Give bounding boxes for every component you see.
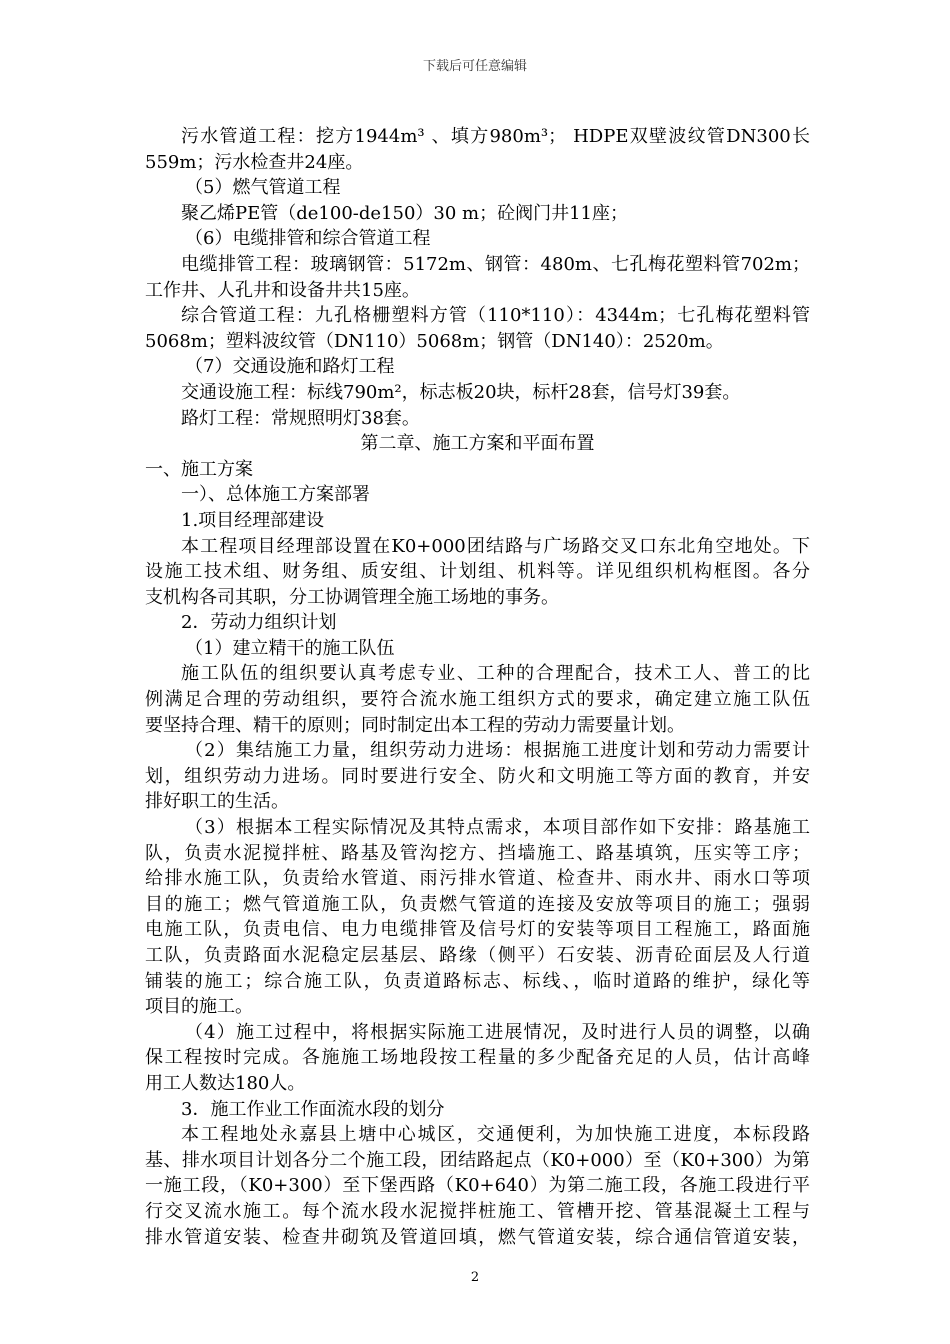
- text-line: 本工程地处永嘉县上塘中心城区，交通便利，为加快施工进度，本标段路: [181, 1124, 810, 1146]
- page-number: 2: [470, 1270, 480, 1285]
- text-line: 项目的施工。: [145, 996, 253, 1018]
- text-line: （7）交通设施和路灯工程: [185, 356, 395, 378]
- body-text: [145, 124, 810, 1250]
- text-line: 铺装的施工；综合施工队，负责道路标志、标线、，临时道路的维护，绿化等: [145, 970, 810, 992]
- text-line: 2．劳动力组织计划: [181, 612, 337, 634]
- text-line: 工队，负责路面水泥稳定层基层、路缘（侧平）石安装、沥青砼面层及人行道: [145, 945, 810, 966]
- text-line: （5）燃气管道工程: [185, 177, 341, 199]
- text-line: （1）建立精干的施工队伍: [185, 637, 395, 659]
- text-line: （6）电缆排管和综合管道工程: [185, 228, 431, 250]
- text-line: 用工人数达180人。: [145, 1072, 306, 1094]
- text-line: （4）施工过程中，将根据实际施工进展情况，及时进行人员的调整，以确: [185, 1021, 810, 1043]
- text-line: 排水管道安装、检查井砌筑及管道回填，燃气管道安装，综合通信管道安装，: [145, 1226, 810, 1248]
- text-line: 给排水施工队，负责给水管道、雨污排水管道、检查井、雨水井、雨水口等项: [145, 868, 810, 890]
- text-line: 路灯工程：常规照明灯38套。: [181, 407, 420, 429]
- text-line: 要坚持合理、精干的原则；同时制定出本工程的劳动力需要量计划。: [145, 714, 685, 736]
- text-line: 综合管道工程：九孔格栅塑料方管（110*110）：4344m；七孔梅花塑料管: [181, 305, 810, 327]
- text-line: 设施工技术组、财务组、质安组、计划组、机料等。详见组织机构框图。各分: [145, 561, 810, 583]
- text-line: 支机构各司其职，分工协调管理全施工场地的事务。: [145, 586, 559, 608]
- text-line: （2）集结施工力量，组织劳动力进场：根据施工进度计划和劳动力需要计: [185, 740, 810, 762]
- text-line: 基、排水项目计划各分二个施工段，团结路起点（K0+000）至（K0+300）为第: [145, 1149, 810, 1171]
- text-line: 工作井、人孔井和设备井共15座。: [145, 279, 420, 301]
- text-line: 559m；污水检查井24座。: [145, 151, 364, 173]
- text-line: 排好职工的生活。: [145, 791, 289, 813]
- text-line: （3）根据本工程实际情况及其特点需求，本项目部作如下安排：路基施工: [185, 817, 810, 839]
- text-line: 3．施工作业工作面流水段的划分: [181, 1098, 445, 1120]
- text-line: 队，负责水泥搅拌桩、路基及管沟挖方、挡墙施工、路基填筑，压实等工序；: [145, 842, 810, 864]
- text-line: 一、施工方案: [145, 458, 253, 480]
- text-line: 聚乙烯PE管（de100-de150）30 m；砼阀门井11座；: [181, 202, 628, 224]
- text-line: 电施工队，负责电信、电力电缆排管及信号灯的安装等项目工程施工，路面施: [145, 919, 810, 941]
- text-line: 施工队伍的组织要认真考虑专业、工种的合理配合，技术工人、普工的比: [181, 663, 810, 685]
- text-line: 交通设施工程：标线790m²，标志板20块，标杆28套，信号灯39套。: [181, 381, 741, 403]
- text-line: 划，组织劳动力进场。同时要进行安全、防火和文明施工等方面的教育，并安: [145, 765, 810, 787]
- text-line: 一）、总体施工方案部署: [181, 484, 370, 506]
- text-line: 第二章、施工方案和平面布置: [360, 433, 595, 455]
- text-line: 电缆排管工程：玻璃钢管：5172m、钢管：480m、七孔梅花塑料管702m；: [181, 253, 810, 275]
- text-line: 目的施工；燃气管道施工队，负责燃气管道的连接及安放等项目的施工；强弱: [145, 893, 810, 915]
- page-header-note: 下载后可任意编辑: [422, 59, 527, 74]
- text-line: 一施工段，（K0+300）至下堡西路（K0+640）为第二施工段，各施工段进行平: [145, 1175, 810, 1197]
- text-line: 本工程项目经理部设置在K0+000团结路与广场路交叉口东北角空地处。下: [181, 535, 810, 557]
- text-line: 污水管道工程：挖方1944m³ 、填方980m³； HDPE双壁波纹管DN300长: [181, 126, 810, 147]
- text-line: 例满足合理的劳动组织，要符合流水施工组织方式的要求，确定建立施工队伍: [145, 689, 810, 711]
- text-line: 行交叉流水施工。每个流水段水泥搅拌桩施工、管槽开挖、管基混凝土工程与: [145, 1200, 810, 1222]
- text-line: 1.项目经理部建设: [181, 509, 325, 531]
- text-line: 保工程按时完成。各施施工场地段按工程量的多少配备充足的人员，估计高峰: [145, 1047, 810, 1069]
- text-line: 5068m；塑料波纹管（DN110）5068m；钢管（DN140）：2520m。: [145, 330, 724, 352]
